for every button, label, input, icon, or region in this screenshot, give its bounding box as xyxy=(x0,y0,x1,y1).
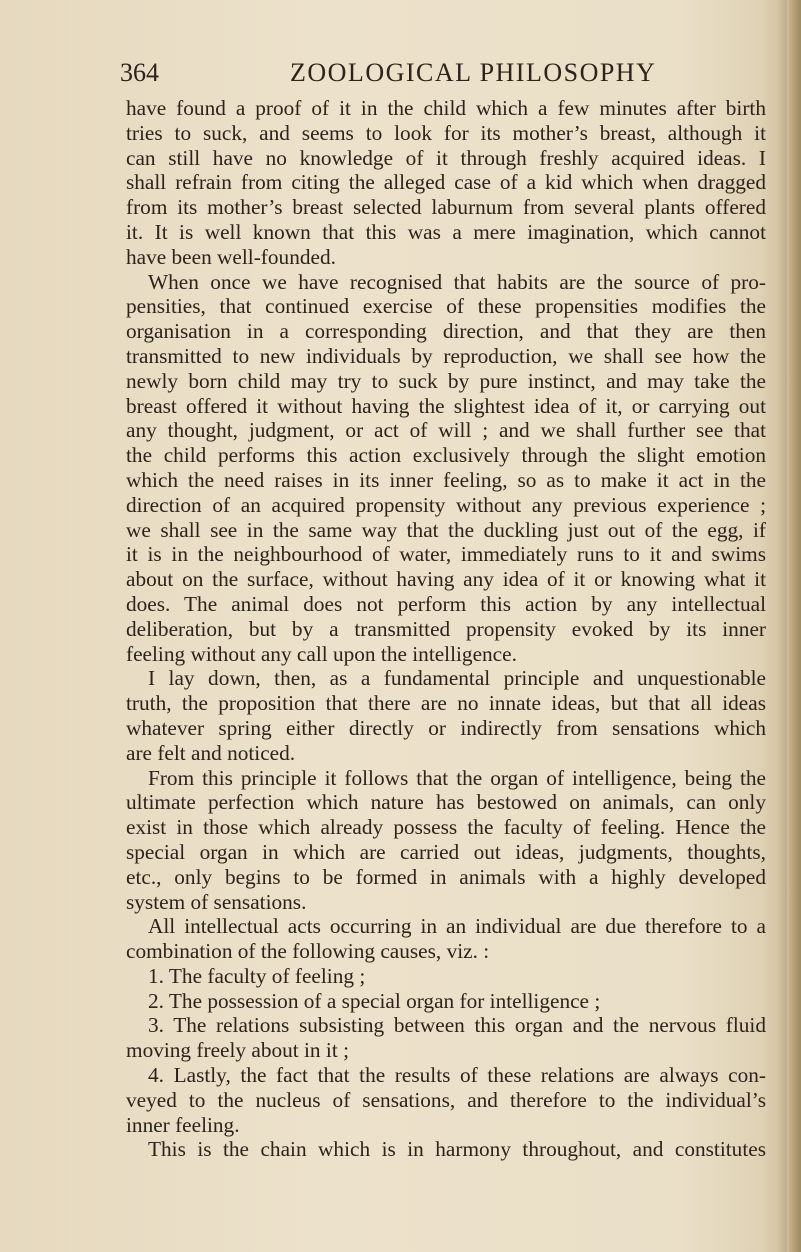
text-line: inner feeling. xyxy=(126,1112,240,1137)
text-line: any thought, judgment, or act of will ; and we shall further see that xyxy=(126,418,766,443)
text-line: 1. The faculty of feeling ; xyxy=(148,963,366,988)
text-line: it. It is well known that this was a mere imagination, which cannot xyxy=(126,219,766,244)
text-line: newly born child may try to suck by pure instinct, and may take the xyxy=(126,368,766,393)
text-line: combination of the following causes, viz. : xyxy=(126,939,490,964)
text-line: truth, the proposition that there are no innate ideas, but that all ideas xyxy=(126,691,766,716)
text-line: which the need raises in its inner feeling, so as to make it act in the xyxy=(126,467,766,492)
text-line: from its mother’s breast selected laburnum from several plants offered xyxy=(126,195,766,220)
text-line: From this principle it follows that the organ of intelligence, being the xyxy=(148,765,766,790)
body-text xyxy=(126,96,766,1162)
text-line: the child performs this action exclusively through the slight emotion xyxy=(126,443,766,468)
text-line: ultimate perfection which nature has bestowed on animals, can only xyxy=(126,790,766,815)
text-line: system of sensations. xyxy=(126,889,307,914)
text-line: pensities, that continued exercise of these propensities modifies the xyxy=(126,294,766,319)
text-line: I lay down, then, as a fundamental principle and unquestionable xyxy=(148,666,766,691)
page-gutter-shadow xyxy=(777,0,787,1252)
text-line: breast offered it without having the slightest idea of it, or carrying out xyxy=(126,393,766,418)
text-line: about on the surface, without having any idea of it or knowing what it xyxy=(126,567,766,592)
text-line: transmitted to new individuals by reproduction, we shall see how the xyxy=(126,343,766,368)
text-line: can still have no knowledge of it through freshly acquired ideas. I xyxy=(126,145,766,170)
text-line: whatever spring either directly or indirectly from sensations which xyxy=(126,715,766,740)
text-line: This is the chain which is in harmony throughout, and constitutes xyxy=(148,1137,766,1162)
text-line: does. The animal does not perform this action by any intellectual xyxy=(126,591,766,616)
text-line: 2. The possession of a special organ for intelligence ; xyxy=(148,988,601,1013)
text-line: it is in the neighbourhood of water, immediately runs to it and swims xyxy=(126,542,766,567)
text-line: special organ in which are carried out ideas, judgments, thoughts, xyxy=(126,839,766,864)
text-line: direction of an acquired propensity without any previous experience ; xyxy=(126,492,766,517)
text-line: 3. The relations subsisting between this organ and the nervous fluid xyxy=(148,1013,766,1038)
text-line: are felt and noticed. xyxy=(126,740,296,765)
text-line: feeling without any call upon the intelligence. xyxy=(126,641,517,666)
text-line: etc., only begins to be formed in animals with a highly developed xyxy=(126,864,766,889)
text-line: deliberation, but by a transmitted propensity evoked by its inner xyxy=(126,616,766,641)
text-line: moving freely about in it ; xyxy=(126,1038,349,1063)
page-header xyxy=(120,56,760,90)
text-line: When once we have recognised that habits are the source of pro- xyxy=(148,269,766,294)
text-line: have been well-founded. xyxy=(126,244,336,269)
text-line: shall refrain from citing the alleged case of a kid which when dragged xyxy=(126,170,766,195)
text-line: All intellectual acts occurring in an individual are due therefore to a xyxy=(148,914,766,939)
text-line: exist in those which already possess the faculty of feeling. Hence the xyxy=(126,815,766,840)
page-number: 364 xyxy=(120,58,159,87)
text-line: tries to suck, and seems to look for its mother’s breast, although it xyxy=(126,120,766,145)
text-line: veyed to the nucleus of sensations, and therefore to the individual’s xyxy=(126,1087,766,1112)
page-edge xyxy=(787,0,801,1252)
text-line: we shall see in the same way that the duckling just out of the egg, if xyxy=(126,517,766,542)
running-title: ZOOLOGICAL PHILOSOPHY xyxy=(290,58,657,87)
text-line: organisation in a corresponding direction, and that they are then xyxy=(126,319,766,344)
text-line: have found a proof of it in the child which a few minutes after birth xyxy=(126,96,766,120)
text-line: 4. Lastly, the fact that the results of these relations are always con- xyxy=(148,1063,766,1088)
